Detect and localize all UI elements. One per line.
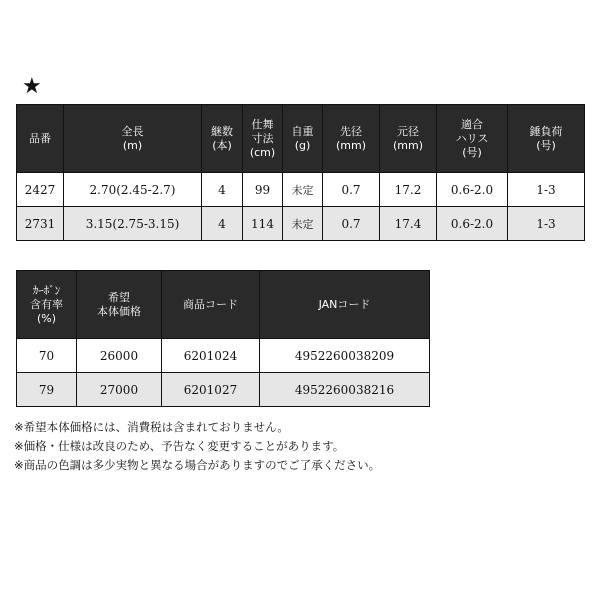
header-item-number: 品番	[17, 105, 64, 173]
note-spec-change: ※価格・仕様は改良のため、予告なく変更することがあります。	[14, 439, 345, 453]
note-color: ※商品の色調は多少実物と異なる場合がありますのでご了承ください。	[14, 458, 381, 472]
cell-length: 2.70(2.45-2.7)	[64, 173, 202, 207]
cell-carbon-content: 79	[17, 373, 77, 407]
cell-sections: 4	[202, 207, 243, 241]
cell-closed-length: 99	[243, 173, 283, 207]
cell-butt-diameter: 17.2	[380, 173, 437, 207]
header-carbon-content: ｶｰﾎﾞﾝ 含有率 (%)	[17, 271, 77, 339]
cell-jan-code: 4952260038209	[260, 339, 430, 373]
price-header-row	[17, 271, 430, 339]
header-butt-diameter: 元径 (mm)	[380, 105, 437, 173]
table-row	[17, 339, 430, 373]
header-closed-length: 仕舞 寸法 (cm)	[243, 105, 283, 173]
cell-sinker-load: 1-3	[508, 207, 585, 241]
header-price: 希望 本体価格	[77, 271, 162, 339]
header-weight: 自重 (g)	[283, 105, 323, 173]
spec-table	[16, 104, 585, 241]
cell-product-code: 6201027	[162, 373, 260, 407]
cell-price: 27000	[77, 373, 162, 407]
header-leader: 適合 ハリス (号)	[437, 105, 508, 173]
header-jan-code: JANコード	[260, 271, 430, 339]
header-sinker-load: 錘負荷 (号)	[508, 105, 585, 173]
table-row	[17, 373, 430, 407]
table-row	[17, 173, 585, 207]
header-sections: 継数 (本)	[202, 105, 243, 173]
cell-leader: 0.6-2.0	[437, 207, 508, 241]
star-icon: ★	[22, 74, 42, 99]
cell-sinker-load: 1-3	[508, 173, 585, 207]
cell-item-number: 2731	[17, 207, 64, 241]
cell-tip-diameter: 0.7	[323, 173, 380, 207]
cell-leader: 0.6-2.0	[437, 173, 508, 207]
cell-weight: 未定	[283, 173, 323, 207]
cell-carbon-content: 70	[17, 339, 77, 373]
cell-item-number: 2427	[17, 173, 64, 207]
note-tax: ※希望本体価格には、消費税は含まれておりません。	[14, 420, 289, 434]
cell-product-code: 6201024	[162, 339, 260, 373]
header-tip-diameter: 先径 (mm)	[323, 105, 380, 173]
cell-price: 26000	[77, 339, 162, 373]
cell-weight: 未定	[283, 207, 323, 241]
notes	[14, 418, 586, 475]
cell-length: 3.15(2.75-3.15)	[64, 207, 202, 241]
header-length: 全長 (m)	[64, 105, 202, 173]
cell-sections: 4	[202, 173, 243, 207]
cell-tip-diameter: 0.7	[323, 207, 380, 241]
cell-closed-length: 114	[243, 207, 283, 241]
table-row	[17, 207, 585, 241]
header-product-code: 商品コード	[162, 271, 260, 339]
cell-butt-diameter: 17.4	[380, 207, 437, 241]
price-table	[16, 270, 430, 407]
spec-header-row	[17, 105, 585, 173]
cell-jan-code: 4952260038216	[260, 373, 430, 407]
